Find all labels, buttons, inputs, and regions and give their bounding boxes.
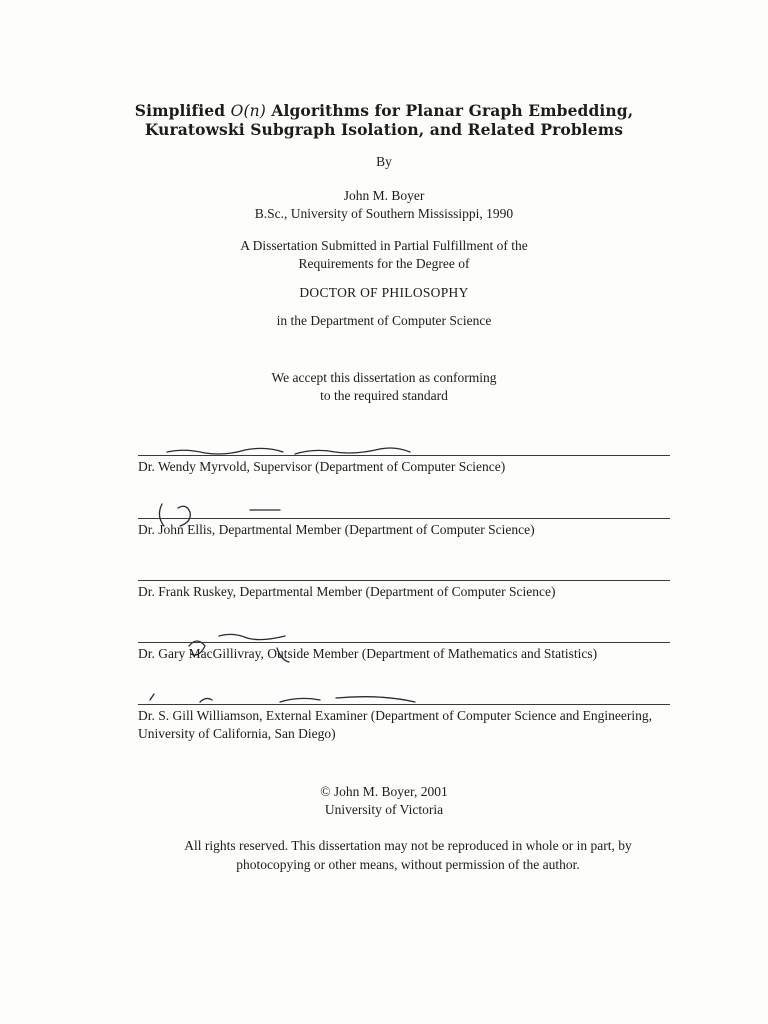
university-name: University of Victoria — [324, 802, 444, 817]
committee-member-5: Dr. S. Gill Williamson, External Examiner (Department of Computer Science and Engineering, University of California, San Diego) — [138, 708, 652, 741]
title-text-rest: Algorithms for Planar Graph Embedding, — [265, 101, 634, 120]
signature-myrvold — [165, 440, 425, 460]
submission-line-2: Requirements for the Degree of — [298, 256, 470, 271]
by-label: By — [376, 154, 392, 169]
committee-member-3: Dr. Frank Ruskey, Departmental Member (Department of Computer Science) — [138, 584, 556, 599]
committee-member-4: Dr. Gary MacGillivray, Outside Member (Department of Mathematics and Statistics) — [138, 646, 598, 661]
submission-line-1: A Dissertation Submitted in Partial Fulfillment of the — [240, 238, 528, 253]
department-line: in the Department of Computer Science — [276, 313, 492, 328]
signature-line-4 — [138, 642, 670, 643]
rights-line-2: photocopying or other means, without permission of the author. — [236, 857, 580, 872]
title-math: O(n) — [230, 102, 266, 120]
title-line-1 — [0, 101, 768, 121]
author-degree: B.Sc., University of Southern Mississippi, 1990 — [254, 206, 514, 221]
signature-line-3 — [138, 580, 670, 581]
degree-name: DOCTOR OF PHILOSOPHY — [299, 285, 469, 300]
author-name: John M. Boyer — [343, 188, 425, 203]
committee-member-1: Dr. Wendy Myrvold, Supervisor (Department of Computer Science) — [138, 459, 506, 474]
signature-line-5 — [138, 704, 670, 705]
title-line-2: Kuratowski Subgraph Isolation, and Related Problems — [144, 120, 624, 139]
rights-line-1: All rights reserved. This dissertation may not be reproduced in whole or in part, by — [184, 838, 632, 853]
title-text: Simplified — [134, 101, 231, 120]
committee-member-2: Dr. John Ellis, Departmental Member (Department of Computer Science) — [138, 522, 535, 537]
copyright-line: © John M. Boyer, 2001 — [320, 784, 448, 799]
acceptance-line-2: to the required standard — [320, 388, 448, 403]
acceptance-line-1: We accept this dissertation as conforming — [271, 370, 497, 385]
signature-line-1 — [138, 455, 670, 456]
signature-line-2 — [138, 518, 670, 519]
